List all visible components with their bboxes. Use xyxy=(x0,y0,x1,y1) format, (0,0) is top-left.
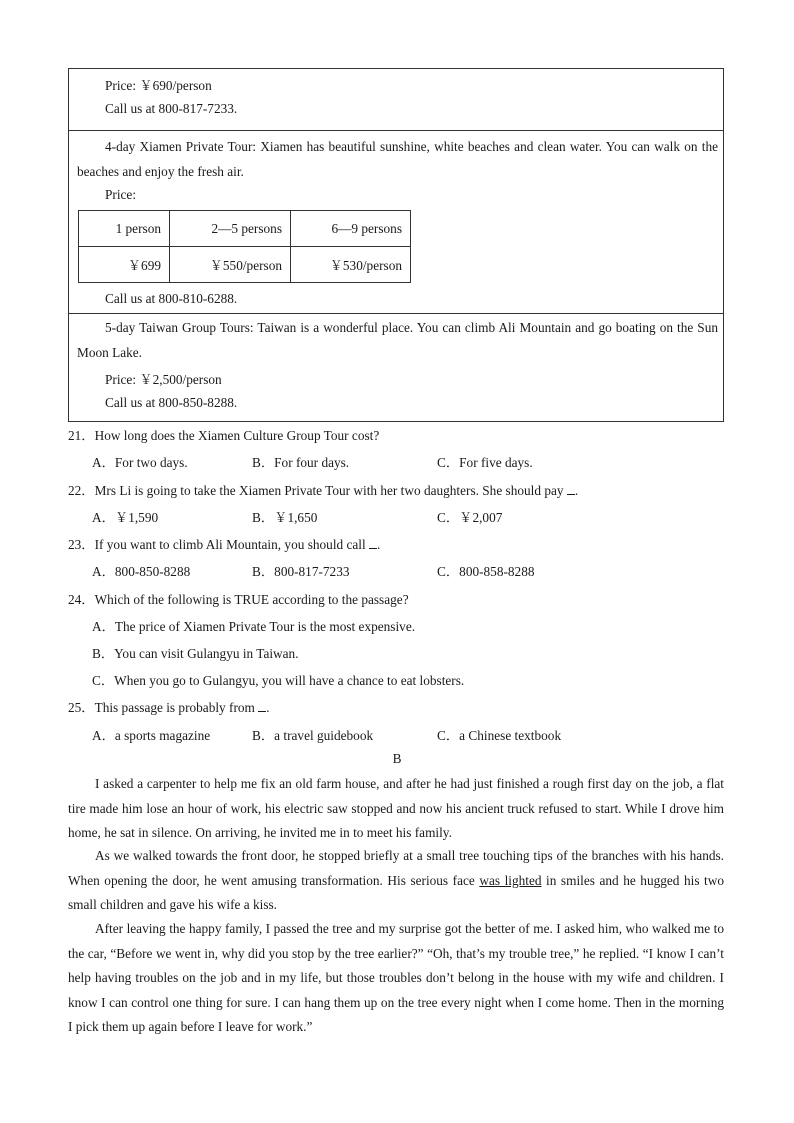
price-table-value-row xyxy=(79,247,411,283)
price-header-2-5-persons: 2—5 persons xyxy=(170,211,291,247)
question-25 xyxy=(68,697,270,716)
q22-option-a: A．￥1,590 xyxy=(92,510,159,525)
q24-option-c: C．When you go to Gulangyu, you will have a chance to eat lobsters. xyxy=(92,673,465,688)
q25-option-c: C．a Chinese textbook xyxy=(437,728,562,743)
question-21: 21．How long does the Xiamen Culture Group Tour cost? xyxy=(68,428,380,443)
q23-option-a: A．800-850-8288 xyxy=(92,564,191,579)
tour-2-call: Call us at 800-810-6288. xyxy=(105,291,238,306)
answer-blank xyxy=(567,483,575,495)
passage-b-heading: B xyxy=(392,751,402,766)
tour-section-3 xyxy=(69,313,723,422)
question-23-stem: 23．If you want to climb Ali Mountain, you should call xyxy=(68,537,369,552)
tour-3-price: Price: ￥2,500/person xyxy=(105,372,222,387)
passage-b-paragraph-3: After leaving the happy family, I passed the tree and my surprise got the better of me. I asked him, who walked me to the car, “Before we went in, why did you stop by the tree earlier?” “Oh, that’s my trouble tree,” he replied. “I know I can’t help having troubles on the job and in my life, but those troubles don’t belong in the house with my wife and children. I know I can control one thing for sure. I can hang them up on the tree every night when I come home. Then in the morning I pick them up again before I leave for work.” xyxy=(68,921,724,1034)
tour-section-1 xyxy=(69,69,723,130)
price-header-1-person: 1 person xyxy=(79,211,170,247)
tour-3-call: Call us at 800-850-8288. xyxy=(105,395,238,410)
q23-option-b: B．800-817-7233 xyxy=(252,564,350,579)
question-25-stem: 25．This passage is probably from xyxy=(68,700,259,715)
question-23-end: . xyxy=(377,537,381,552)
tour-3-description: 5-day Taiwan Group Tours: Taiwan is a wonderful place. You can climb Ali Mountain and go boating on the Sun Moon Lake. xyxy=(77,320,718,360)
price-value-2-5-persons: ￥550/person xyxy=(170,247,291,283)
price-header-6-9-persons: 6—9 persons xyxy=(291,211,411,247)
q25-option-a: A．a sports magazine xyxy=(92,728,211,743)
q22-option-b: B．￥1,650 xyxy=(252,510,318,525)
q24-option-a: A．The price of Xiamen Private Tour is the most expensive. xyxy=(92,619,416,634)
q25-option-b: B．a travel guidebook xyxy=(252,728,374,743)
question-22-end: . xyxy=(574,483,579,498)
question-23 xyxy=(68,534,380,553)
tour-1-call: Call us at 800-817-7233. xyxy=(105,101,238,116)
passage-b-paragraph-1: I asked a carpenter to help me fix an old farm house, and after he had just finished a rough first day on the job, a flat tire made him lose an hour of work, his electric saw stopped and now his ancient truck refused to start. While I drove him home, he sat in silence. On arriving, he invited me in to meet his family. xyxy=(68,776,724,840)
q21-option-c: C．For five days. xyxy=(437,455,533,470)
tour-info-box xyxy=(68,68,724,422)
tour-1-price: Price: ￥690/person xyxy=(105,78,212,93)
q22-option-c: C．￥2,007 xyxy=(437,510,503,525)
p2-text-after: in smiles and he hugged his two small children and gave his wife a kiss. xyxy=(68,872,724,912)
q24-option-b: B．You can visit Gulangyu in Taiwan. xyxy=(92,646,299,661)
question-22 xyxy=(68,480,578,499)
tour-2-price-table xyxy=(78,210,411,283)
q23-option-c: C．800-858-8288 xyxy=(437,564,535,579)
answer-blank xyxy=(258,700,266,712)
question-25-end: . xyxy=(266,700,270,715)
question-24: 24．Which of the following is TRUE according to the passage? xyxy=(68,592,409,607)
answer-blank xyxy=(369,537,377,549)
p2-text-before: As we walked towards the front door, he stopped briefly at a small tree touching tips of the branches with his hands. When opening the door, he went amusing transformation. His serious face xyxy=(68,848,724,888)
passage-b-paragraph-2 xyxy=(68,844,724,918)
underlined-phrase: was lighted xyxy=(479,872,542,888)
tour-2-price-label: Price: xyxy=(105,187,137,202)
q21-option-b: B．For four days. xyxy=(252,455,350,470)
price-table-header-row xyxy=(79,211,411,247)
price-value-1-person: ￥699 xyxy=(79,247,170,283)
tour-section-2 xyxy=(69,130,723,313)
tour-2-description: 4-day Xiamen Private Tour: Xiamen has beautiful sunshine, white beaches and clean water. You can walk on the beaches and enjoy the fresh air. xyxy=(77,139,718,179)
q21-option-a: A．For two days. xyxy=(92,455,188,470)
question-22-stem: 22．Mrs Li is going to take the Xiamen Private Tour with her two daughters. She should pay xyxy=(68,483,567,498)
price-value-6-9-persons: ￥530/person xyxy=(291,247,411,283)
